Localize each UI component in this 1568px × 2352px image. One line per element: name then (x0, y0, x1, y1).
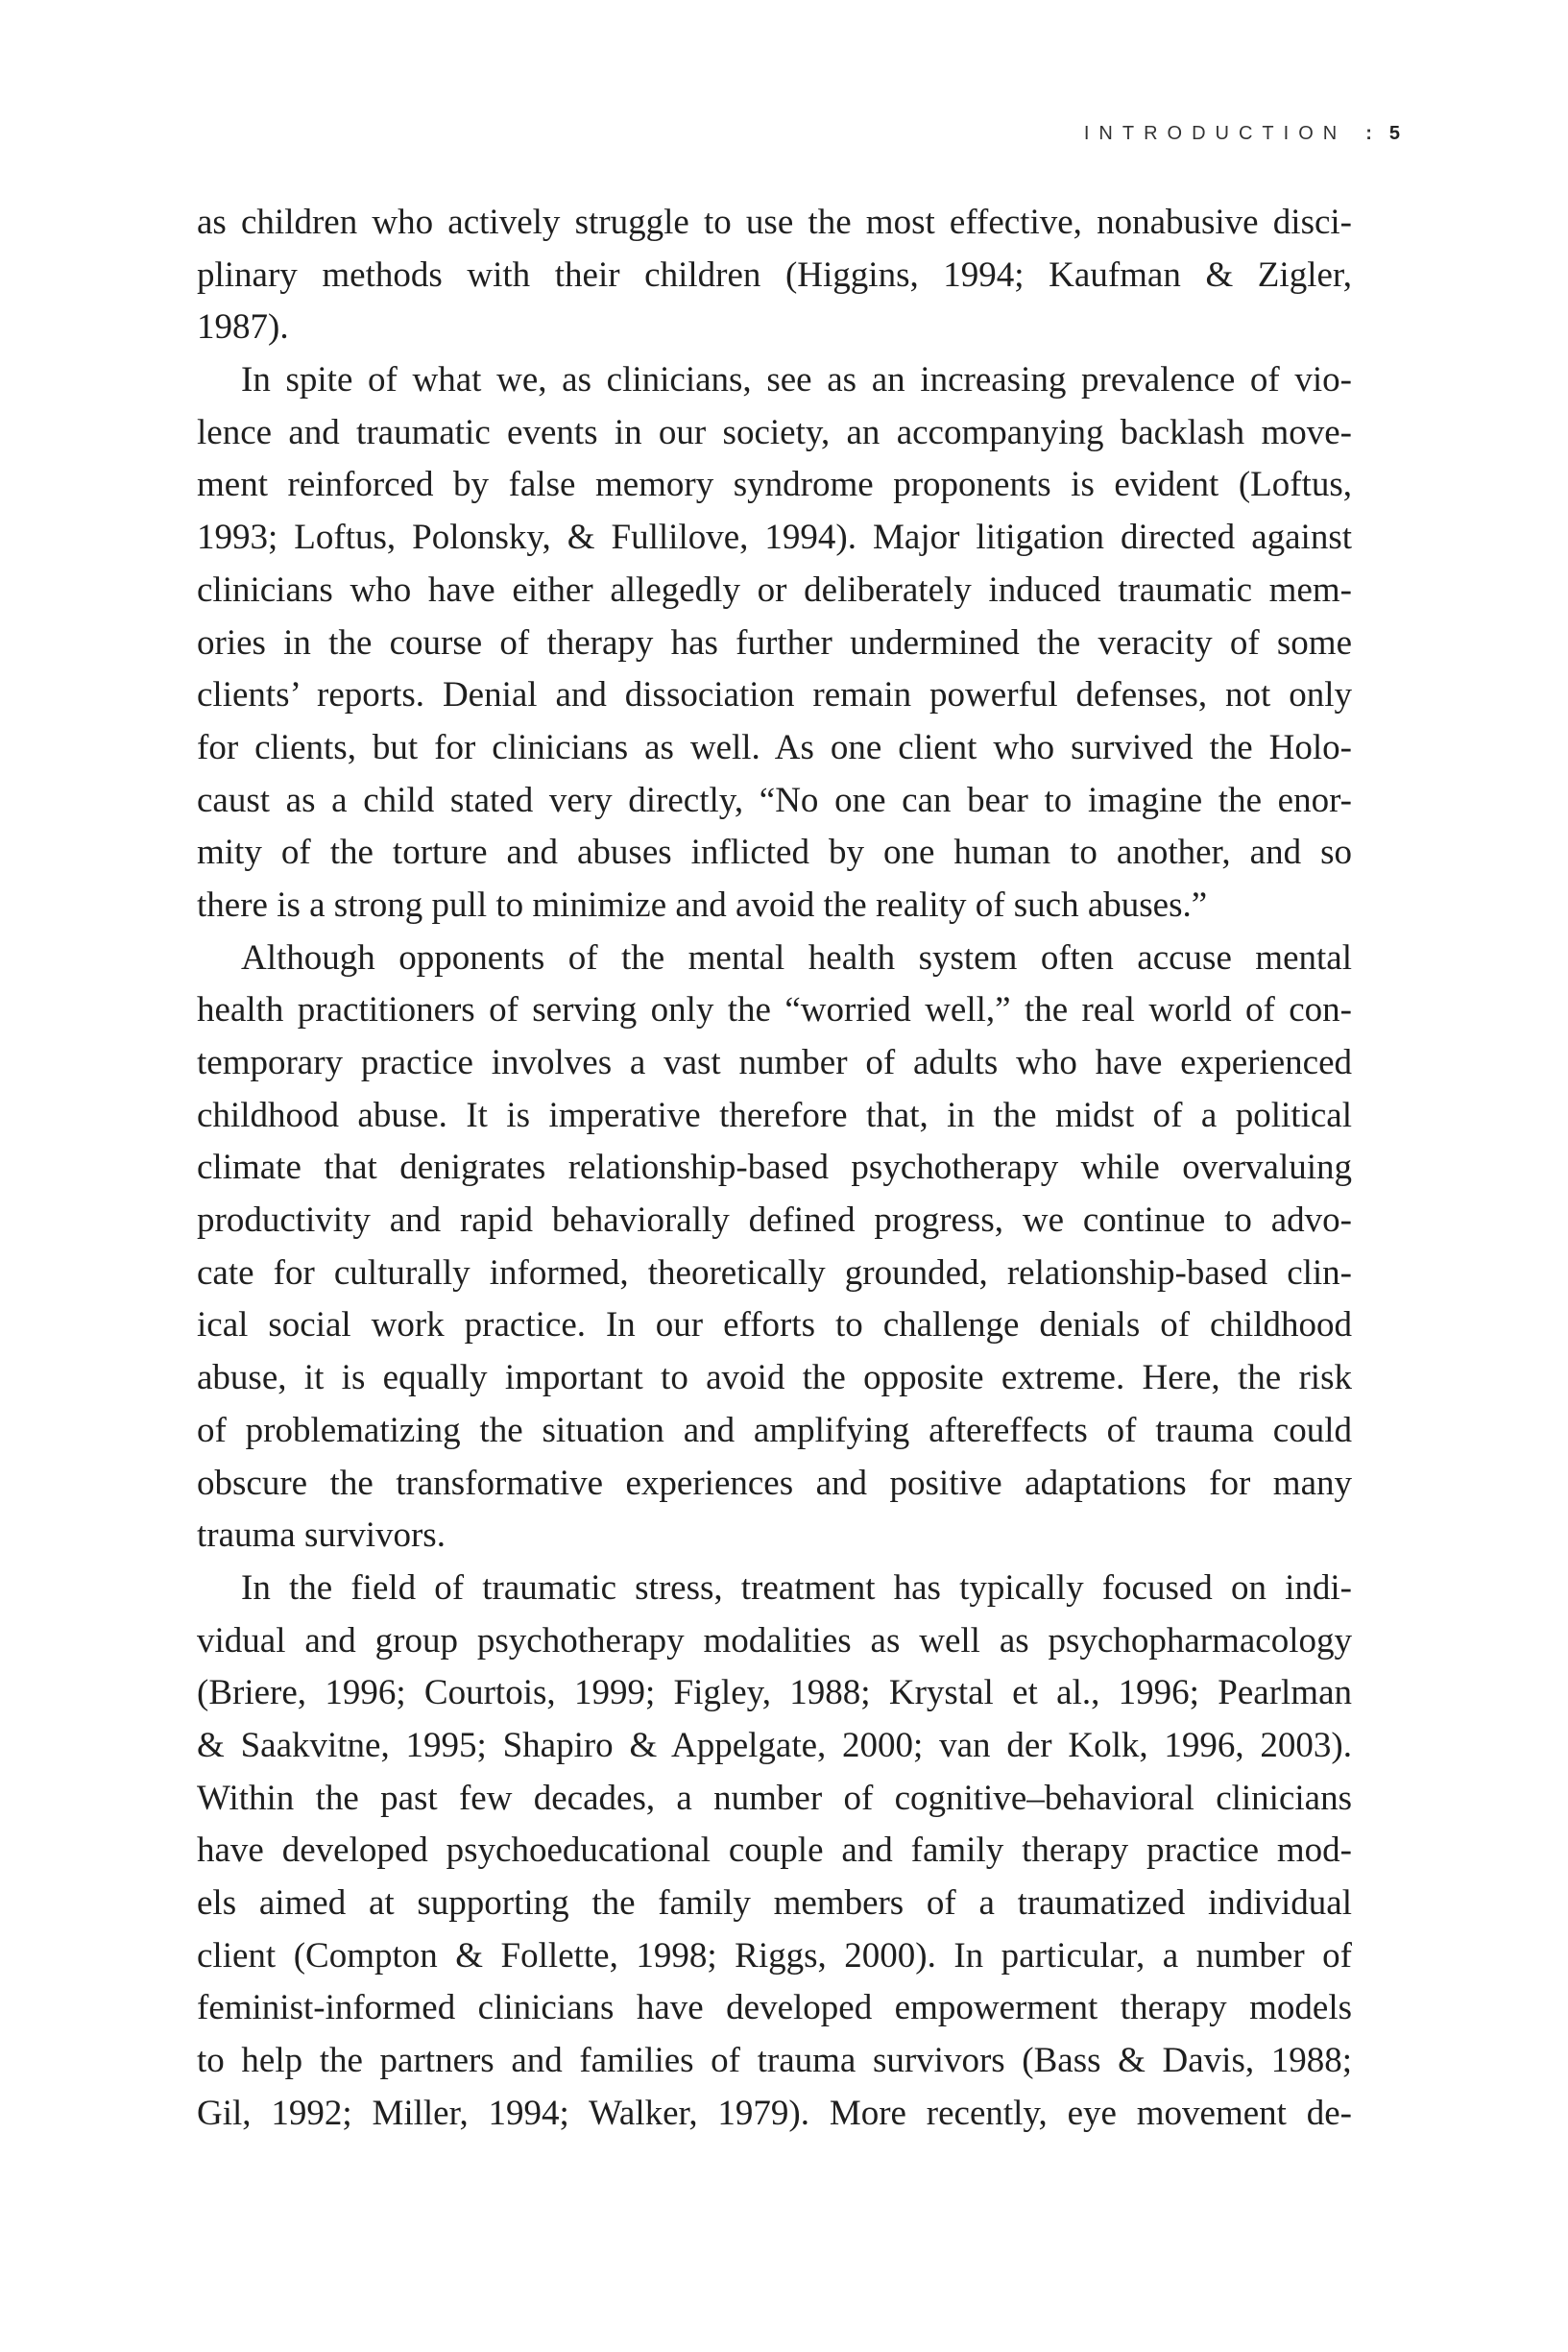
text-line: ment reinforced by false memory syndrome proponents is evident (Loftus, (197, 465, 1352, 505)
text-line: to help the partners and families of trauma survivors (Bass & Davis, 1988; (197, 2041, 1352, 2081)
text-line: 1993; Loftus, Polonsky, & Fullilove, 1994). Major litigation directed against (197, 518, 1352, 558)
text-line: as children who actively struggle to use the most effective, nonabusive disci- (197, 203, 1352, 242)
paragraph-1 (197, 197, 1352, 354)
page-number: 5 (1388, 123, 1400, 144)
running-head (1084, 123, 1400, 145)
text-line: cate for culturally informed, theoretically grounded, relationship-based clin- (197, 1252, 1352, 1293)
text-line: els aimed at supporting the family members of a traumatized individual (197, 1883, 1352, 1923)
text-line: have developed psychoeducational couple and family therapy practice mod- (197, 1831, 1352, 1871)
text-line: plinary methods with their children (Higgins, 1994; Kaufman & Zigler, (197, 255, 1352, 295)
text-line: ical social work practice. In our efforts to challenge denials of childhood (197, 1305, 1352, 1346)
text-line: (Briere, 1996; Courtois, 1999; Figley, 1988; Krystal et al., 1996; Pearlman (197, 1673, 1352, 1713)
text-line: mity of the torture and abuses inflicted by one human to another, and so (197, 833, 1352, 873)
text-line: there is a strong pull to minimize and avoid the reality of such abuses.” (197, 885, 1208, 925)
running-head-section: INTRODUCTION (1083, 123, 1347, 144)
body-text (197, 197, 1352, 2140)
paragraph-2 (197, 354, 1352, 933)
text-line: productivity and rapid behaviorally defined progress, we continue to advo- (197, 1200, 1352, 1241)
text-line: feminist-informed clinicians have developed empowerment therapy models (197, 1988, 1352, 2028)
text-line: temporary practice involves a vast number of adults who have experienced (197, 1043, 1352, 1082)
text-line: for clients, but for clinicians as well. As one client who survived the Holo- (197, 727, 1352, 767)
text-line: 1987). (197, 307, 289, 348)
text-line: clients’ reports. Denial and dissociation remain powerful defenses, not only (197, 675, 1352, 715)
text-line: vidual and group psychotherapy modalities as well as psychopharmacology (197, 1620, 1352, 1661)
text-line: client (Compton & Follette, 1998; Riggs, 2000). In particular, a number of (197, 1935, 1352, 1976)
text-line: In the field of traumatic stress, treatment has typically focused on indi- (241, 1567, 1352, 1608)
text-line: Gil, 1992; Miller, 1994; Walker, 1979). More recently, eye movement de- (197, 2093, 1352, 2133)
text-line: clinicians who have either allegedly or deliberately induced traumatic mem- (197, 570, 1352, 610)
text-line: trauma survivors. (197, 1515, 446, 1556)
text-line: Within the past few decades, a number of cognitive–behavioral clinicians (197, 1778, 1352, 1818)
paragraph-3 (197, 933, 1352, 1563)
text-line: lence and traumatic events in our society, an accompanying backlash move- (197, 412, 1352, 452)
text-line: ories in the course of therapy has further undermined the veracity of some (197, 622, 1352, 663)
text-line: health practitioners of serving only the “worried well,” the real world of con- (197, 990, 1352, 1031)
text-line: of problematizing the situation and amplifying aftereffects of trauma could (197, 1410, 1352, 1450)
text-line: In spite of what we, as clinicians, see as an increasing prevalence of vio- (241, 360, 1352, 400)
paragraph-4 (197, 1563, 1352, 2141)
text-line: climate that denigrates relationship-based psychotherapy while overvaluing (197, 1148, 1352, 1188)
text-line: obscure the transformative experiences and positive adaptations for many (197, 1463, 1352, 1503)
running-head-separator: : (1365, 123, 1372, 144)
text-line: abuse, it is equally important to avoid the opposite extreme. Here, the risk (197, 1358, 1352, 1398)
text-line: caust as a child stated very directly, “No one can bear to imagine the enor- (197, 780, 1352, 820)
text-line: & Saakvitne, 1995; Shapiro & Appelgate, 2000; van der Kolk, 1996, 2003). (197, 1725, 1352, 1765)
text-line: childhood abuse. It is imperative therefore that, in the midst of a political (197, 1095, 1352, 1135)
text-line: Although opponents of the mental health system often accuse mental (241, 937, 1352, 978)
